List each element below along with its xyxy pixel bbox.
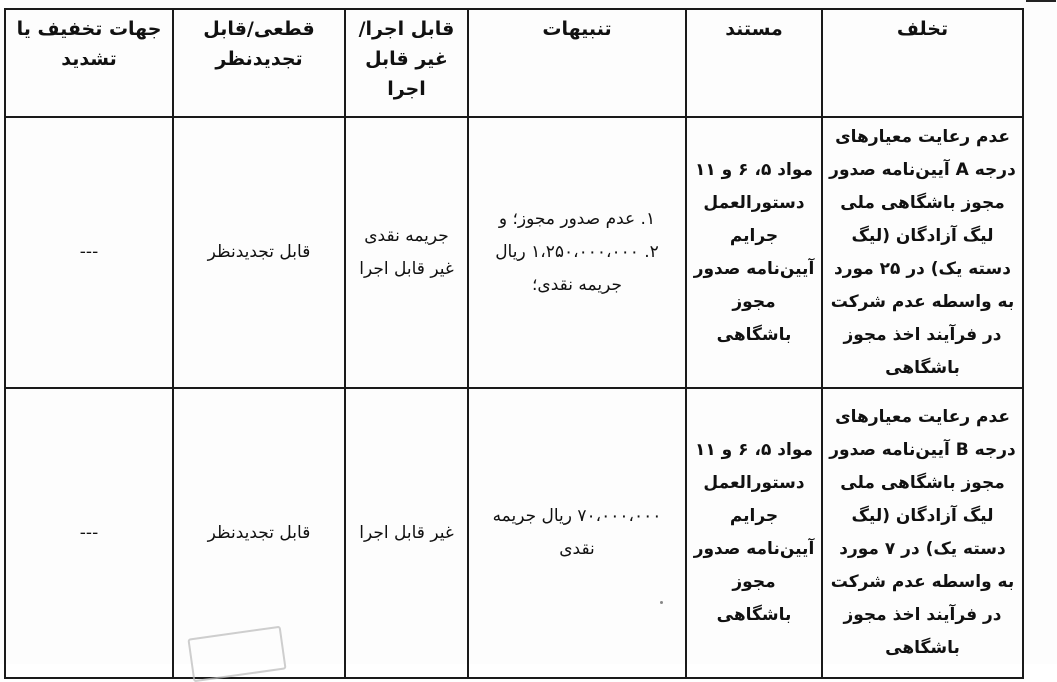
rulings-table	[4, 8, 1024, 679]
penalty-cell: ۷۰،۰۰۰،۰۰۰ ریال جریمه نقدی	[468, 388, 686, 678]
scan-speck	[660, 601, 663, 604]
executable-line: غیر قابل اجرا	[359, 258, 454, 279]
header-mitigation: جهات تخفیف یا تشدید	[5, 9, 173, 117]
header-row	[5, 9, 1023, 117]
page-corner-mark	[1026, 0, 1056, 6]
final-appealable-cell: قابل تجدیدنظر	[173, 117, 345, 388]
violation-cell: عدم رعایت معیارهای درجه A آیین‌نامه صدور مجوز باشگاهی ملی لیگ آزادگان (لیگ دسته یک) در ۲۵ مورد به واسطه عدم شرکت در فرآیند اخذ مجوز باشگاهی	[822, 117, 1023, 388]
source-cell: مواد ۵، ۶ و ۱۱ دستورالعمل جرایم آیین‌نامه صدور مجوز باشگاهی	[686, 117, 822, 388]
executable-cell	[345, 117, 468, 388]
penalty-line: ۱. عدم صدور مجوز؛ و	[498, 209, 656, 229]
penalty-cell	[468, 117, 686, 388]
header-violation: تخلف	[822, 9, 1023, 117]
final-appealable-cell: قابل تجدیدنظر	[173, 388, 345, 678]
mitigation-cell: ---	[5, 388, 173, 678]
mitigation-cell: ---	[5, 117, 173, 388]
violation-cell: عدم رعایت معیارهای درجه B آیین‌نامه صدور مجوز باشگاهی ملی لیگ آزادگان (لیگ دسته یک) در ۷ مورد به واسطه عدم شرکت در فرآیند اخذ مجوز باشگاهی	[822, 388, 1023, 678]
header-final-appealable: قطعی/قابل تجدیدنظر	[173, 9, 345, 117]
header-penalties: تنبیهات	[468, 9, 686, 117]
executable-cell: غیر قابل اجرا	[345, 388, 468, 678]
source-cell: مواد ۵، ۶ و ۱۱ دستورالعمل جرایم آیین‌نامه صدور مجوز باشگاهی	[686, 388, 822, 678]
executable-line: جریمه نقدی	[364, 225, 449, 246]
header-executable: قابل اجرا/غیر قابل اجرا	[345, 9, 468, 117]
table-row	[5, 117, 1023, 388]
table-row	[5, 388, 1023, 678]
penalty-line: ۲. ۱،۲۵۰،۰۰۰،۰۰۰ ریال جریمه نقدی؛	[495, 242, 659, 295]
header-source: مستند	[686, 9, 822, 117]
